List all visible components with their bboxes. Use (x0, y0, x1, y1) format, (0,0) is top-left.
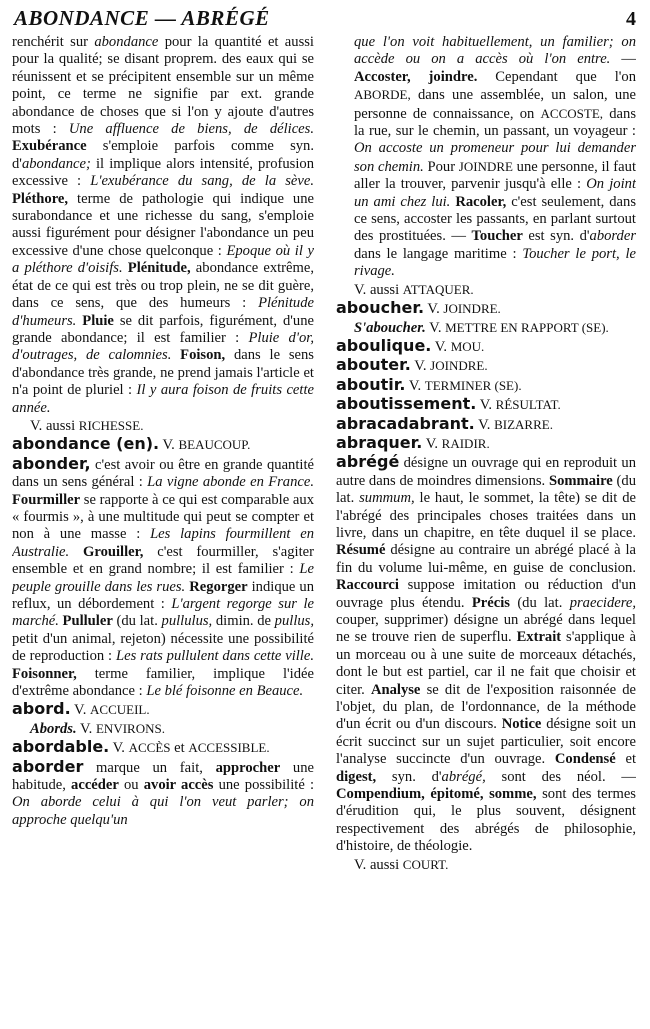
entry-aboulique: aboulique. V. MOU. (336, 335, 485, 355)
page-header (14, 6, 636, 32)
entry-abordable: abordable. V. ACCÈS et ACCESSIBLE. (12, 737, 270, 757)
running-head: ABONDANCE — ABRÉGÉ (14, 6, 270, 30)
entry-abord: abord. V. ACCUEIL. (12, 699, 150, 719)
entry-abrege: abrégé désigne un ouvrage qui en reproduit un autre dans de moindres dimensions. Sommaire (du lat. summum, le haut, le sommet, la tête) se dit de l'abrégé des principales choses traitées dans un livre, dans un chapitre, en tête duquel il se place. Résumé désigne au contraire un abrégé placé à la fin du volume lui-même, en guise de conclusion. Raccourci suppose imitation ou réduction d'un ouvrage plus étendu. Précis (du lat. praecidere, couper, supprimer) désigne un abrégé dans lequel ne se trouve rien de superflu. Extrait s'applique à un morceau ou à une suite de morceaux détachés, dont le but est partiel, car il ne fait que choisir et citer. Analyse se dit de l'exposition raisonnée de l'objet, du plan, de l'ordonnance, de la méthode d'un écrit ou d'un discours. Notice désigne soit un écrit succinct sur un sujet particulier, soit encore l'analyse succincte d'un ouvrage. Condensé et digest, syn. d'abrégé, sont des néol. — Compendium, épitomé, somme, sont des termes d'érudition qui, le plus souvent, désignent respectivement des abrégés de philosophie, d'histoire, de théologie. (336, 452, 636, 855)
entry-aborder-continued: que l'on voit habituellement, un familier; on accède ou on a accès où l'on entre. — Accoster, joindre. Cependant que l'on ABORDE, dans une assemblée, un salon, une personne de connaissance, on ACCOSTE, dans la rue, sur le chemin, un passant, un voyageur : On accoste un promeneur pour lui demander son chemin. Pour JOINDRE une personne, il faut aller la trouver, parvenir jusqu'à elle : On joint un ami chez lui. Racoler, c'est seulement, dans ce sens, accoster les passants, en parlant surtout des prostituées. — Toucher est syn. d'aborder dans le langage maritime : Toucher le port, le rivage. (354, 34, 636, 280)
left-column (12, 34, 314, 1021)
entry-abraquer: abraquer. V. RAIDIR. (336, 432, 490, 452)
entry-abonder: abonder, c'est avoir ou être en grande quantité dans un sens général : La vigne abonde en France. Fourmiller se rapporte à ce qui est comparable aux « fourmis », à une multitude qui peut se compter et non à une masse : Les lapins fourmillent en Australie. Grouiller, c'est fourmiller, s'agiter ensemble et en grand nombre; il est familier : Le peuple grouille dans les rues. Regorger indique un reflux, un débordement : L'argent regorge sur le marché. Pulluler (du lat. pullulus, dimin. de pullus, petit d'un animal, rejeton) nécessite une possibilité de reproduction : Les rats pullulent dans cette ville. Foisonner, terme familier, implique l'idée d'extrême abondance : Le blé foisonne en Beauce. (12, 453, 314, 700)
entry-abouter: abouter. V. JOINDRE. (336, 355, 488, 375)
entry-s-aboucher: S'aboucher. V. METTRE EN RAPPORT (SE). (354, 319, 609, 336)
entry-aboutissement: aboutissement. V. RÉSULTAT. (336, 394, 561, 414)
page-number: 4 (626, 8, 636, 30)
entry-aborder: aborder marque un fait, approcher une habitude, accéder ou avoir accès une possibilité : On aborde celui à qui l'on veut parler; on approche quelqu'un (12, 756, 314, 828)
see-also: V. aussi RICHESSE. (30, 417, 144, 434)
see-also: V. aussi ATTAQUER. (354, 281, 474, 298)
entry-abondance-en: abondance (en). V. BEAUCOUP. (12, 434, 251, 454)
entry-abracadabrant: abracadabrant. V. BIZARRE. (336, 413, 553, 433)
entry-aboucher: aboucher. V. JOINDRE. (336, 298, 501, 318)
entry-abords: Abords. V. ENVIRONS. (30, 720, 165, 737)
entry-aboutir: aboutir. V. TERMINER (SE). (336, 374, 522, 394)
entry-abondance-continued: renchérit sur abondance pour la quantité et aussi pour la qualité; se disant proprem. des eaux qui se réunissent et se précipitent ensemble sur un même point, ce terme ne signifie par ext. grande abondance de choses que si l'on y ajoute d'autres mots : Une affluence de biens, de délices. Exubérance s'emploie parfois comme syn. d'abondance; il implique alors intensité, profusion excessive : L'exubérance du sang, de la sève. Pléthore, terme de pathologie qui indique une surabondance et une richesse du sang, s'emploie aussi figurément pour désigner l'abondance un peu excessive d'une chose quelconque : Epoque où il y a pléthore d'oisifs. Plénitude, abondance extrême, état de ce qui est très ou trop plein, ne se dit guère, dans ce sens, que des humeurs : Plénitude d'humeurs. Pluie se dit parfois, figurément, d'une grande abondance; il est familier : Pluie d'or, d'outrages, de calomnies. Foison, dans le sens d'abondance très grande, ne prend jamais l'article et n'a point de pluriel : Il y aura foison de fruits cette année. (12, 34, 314, 416)
right-column (336, 34, 636, 1021)
see-also: V. aussi COURT. (354, 856, 449, 873)
